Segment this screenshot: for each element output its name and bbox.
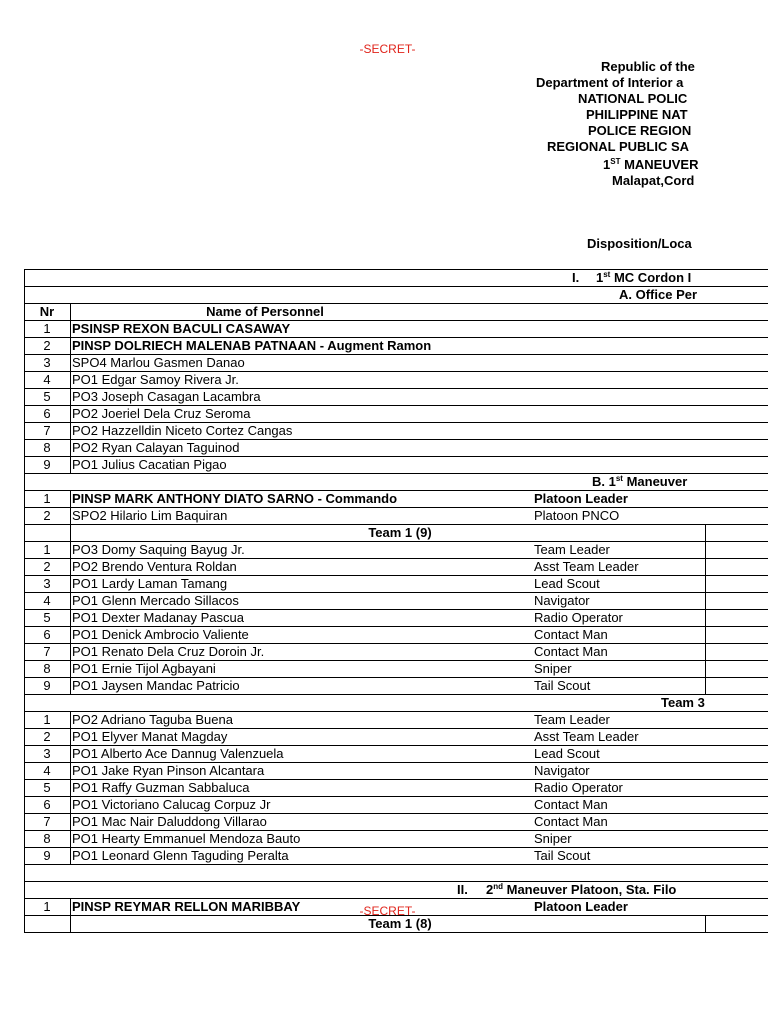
row-number: 2	[43, 508, 51, 523]
row-number: 6	[43, 797, 51, 812]
row-number: 4	[43, 763, 51, 778]
table-row	[24, 372, 784, 388]
table-column-rule	[70, 304, 71, 474]
table-row	[24, 644, 784, 660]
row-number: 1	[43, 491, 51, 506]
row-number: 2	[43, 729, 51, 744]
row-number: 3	[43, 746, 51, 761]
table-row	[24, 678, 784, 694]
table-row	[24, 661, 784, 677]
section-number: II.	[457, 882, 468, 897]
subsection-heading-a	[24, 287, 784, 303]
personnel-role: Contact Man	[534, 644, 608, 659]
header-line-4: PHILIPPINE NAT	[586, 107, 688, 122]
header-line-8: Malapat,Cord	[612, 173, 695, 188]
personnel-role: Tail Scout	[534, 848, 591, 863]
personnel-role: Radio Operator	[534, 610, 623, 625]
row-number: 3	[43, 576, 51, 591]
personnel-name: PO1 Raffy Guzman Sabbaluca	[72, 780, 250, 795]
table-row	[24, 593, 784, 609]
table-row	[24, 576, 784, 592]
row-number: 4	[43, 593, 51, 608]
row-number: 5	[43, 780, 51, 795]
table-row	[24, 457, 784, 473]
table-row	[24, 440, 784, 456]
section-number: I.	[572, 270, 580, 285]
row-number: 1	[43, 321, 51, 336]
personnel-role: Lead Scout	[534, 746, 600, 761]
row-number: 8	[43, 661, 51, 676]
personnel-name: PO2 Ryan Calayan Taguinod	[72, 440, 240, 455]
personnel-role: Navigator	[534, 593, 590, 608]
personnel-name: PO1 Jake Ryan Pinson Alcantara	[72, 763, 265, 778]
table-row	[24, 559, 784, 575]
personnel-name: PO1 Glenn Mercado Sillacos	[72, 593, 239, 608]
table-column-rule	[24, 269, 25, 933]
row-number: 2	[43, 559, 51, 574]
personnel-name: PINSP REYMAR RELLON MARIBBAY	[72, 899, 301, 914]
table-row	[24, 338, 784, 354]
personnel-name: PO1 Ernie Tijol Agbayani	[72, 661, 216, 676]
table-column-rule	[70, 712, 71, 865]
personnel-name: PO2 Adriano Taguba Buena	[72, 712, 233, 727]
secret-marking-top: -SECRET-	[359, 42, 416, 56]
personnel-name: PINSP MARK ANTHONY DIATO SARNO - Commando	[72, 491, 398, 506]
row-number: 1	[43, 542, 51, 557]
table-row	[24, 610, 784, 626]
personnel-role: Team Leader	[534, 542, 610, 557]
personnel-name: SPO2 Hilario Lim Baquiran	[72, 508, 228, 523]
table-row	[24, 814, 784, 830]
personnel-role: Platoon Leader	[534, 491, 628, 506]
table-row	[24, 627, 784, 643]
row-number: 6	[43, 627, 51, 642]
row-number: 5	[43, 610, 51, 625]
table-row	[24, 780, 784, 796]
table-row	[24, 321, 784, 337]
secret-marking-bottom: -SECRET-	[359, 904, 416, 918]
column-header-name: Name of Personnel	[206, 304, 324, 319]
personnel-name: PO1 Dexter Madanay Pascua	[72, 610, 244, 625]
table-row	[24, 491, 784, 507]
personnel-name: PO1 Denick Ambrocio Valiente	[72, 627, 249, 642]
table-row	[24, 508, 784, 524]
personnel-name: PO1 Elyver Manat Magday	[72, 729, 228, 744]
column-header-row	[24, 304, 784, 320]
personnel-name: PINSP DOLRIECH MALENAB PATNAAN - Augment Ramon	[72, 338, 432, 353]
personnel-name: PO2 Hazzelldin Niceto Cortez Cangas	[72, 423, 293, 438]
header-line-7: 1ST MANEUVER	[603, 157, 699, 172]
row-number: 7	[43, 423, 51, 438]
personnel-name: PO3 Joseph Casagan Lacambra	[72, 389, 261, 404]
personnel-name: PO2 Joeriel Dela Cruz Seroma	[72, 406, 251, 421]
personnel-role: Sniper	[534, 831, 572, 846]
section-heading-text: B. 1st Maneuver	[592, 474, 688, 489]
personnel-name: PSINSP REXON BACULI CASAWAY	[72, 321, 291, 336]
table-row	[24, 763, 784, 779]
personnel-name: PO1 Alberto Ace Dannug Valenzuela	[72, 746, 284, 761]
personnel-role: Radio Operator	[534, 780, 623, 795]
personnel-role: Contact Man	[534, 627, 608, 642]
row-number: 6	[43, 406, 51, 421]
header-line-3: NATIONAL POLIC	[578, 91, 688, 106]
personnel-name: PO1 Julius Cacatian Pigao	[72, 457, 227, 472]
header-line-2: Department of Interior a	[536, 75, 684, 90]
row-number: 1	[43, 712, 51, 727]
row-number: 3	[43, 355, 51, 370]
personnel-name: PO1 Edgar Samoy Rivera Jr.	[72, 372, 239, 387]
header-line-5: POLICE REGION	[588, 123, 692, 138]
table-row	[24, 389, 784, 405]
team-heading	[24, 525, 784, 541]
table-rule	[24, 864, 768, 865]
table-row	[24, 423, 784, 439]
header-line-6: REGIONAL PUBLIC SA	[547, 139, 690, 154]
row-number: 9	[43, 457, 51, 472]
team-heading	[24, 695, 784, 711]
personnel-role: Platoon Leader	[534, 899, 628, 914]
row-number: 7	[43, 644, 51, 659]
team-1-label: Team 1 (9)	[368, 525, 432, 540]
table-column-rule	[705, 525, 706, 695]
section-heading-text: 2nd Maneuver Platoon, Sta. Filo	[486, 882, 677, 897]
table-row	[24, 746, 784, 762]
subsection-heading-b	[24, 474, 784, 490]
table-row	[24, 712, 784, 728]
personnel-role: Platoon PNCO	[534, 508, 620, 523]
table-row	[24, 729, 784, 745]
personnel-role: Tail Scout	[534, 678, 591, 693]
table-row	[24, 355, 784, 371]
row-number: 4	[43, 372, 51, 387]
personnel-name: PO1 Renato Dela Cruz Doroin Jr.	[72, 644, 265, 659]
personnel-name: PO2 Brendo Ventura Roldan	[72, 559, 237, 574]
section-heading-text: 1st MC Cordon I	[596, 270, 692, 285]
section-heading-1	[24, 270, 784, 286]
personnel-role: Contact Man	[534, 797, 608, 812]
section-heading-2	[24, 882, 784, 898]
personnel-role: Navigator	[534, 763, 590, 778]
row-number: 2	[43, 338, 51, 353]
table-rule	[24, 932, 768, 933]
table-row	[24, 831, 784, 847]
table-row	[24, 406, 784, 422]
personnel-role: Sniper	[534, 661, 572, 676]
row-number: 8	[43, 440, 51, 455]
personnel-role: Lead Scout	[534, 576, 600, 591]
personnel-name: PO1 Hearty Emmanuel Mendoza Bauto	[72, 831, 301, 846]
row-number: 7	[43, 814, 51, 829]
personnel-name: PO1 Lardy Laman Tamang	[72, 576, 228, 591]
personnel-name: SPO4 Marlou Gasmen Danao	[72, 355, 245, 370]
disposition-title: Disposition/Loca	[587, 236, 692, 251]
table-row	[24, 542, 784, 558]
row-number: 1	[43, 899, 51, 914]
team-1-label: Team 1 (8)	[368, 916, 432, 931]
header-line-1: Republic of the	[601, 59, 695, 74]
team-3-label: Team 3	[661, 695, 705, 710]
row-number: 8	[43, 831, 51, 846]
table-column-rule	[70, 491, 71, 695]
column-header-nr: Nr	[39, 304, 55, 319]
personnel-role: Contact Man	[534, 814, 608, 829]
row-number: 5	[43, 389, 51, 404]
subsection-label: A. Office Per	[619, 287, 698, 302]
team-heading	[24, 916, 784, 932]
table-row	[24, 848, 784, 864]
table-row	[24, 797, 784, 813]
personnel-name: PO3 Domy Saquing Bayug Jr.	[72, 542, 245, 557]
personnel-name: PO1 Leonard Glenn Taguding Peralta	[72, 848, 289, 863]
personnel-role: Asst Team Leader	[534, 559, 639, 574]
row-number: 9	[43, 848, 51, 863]
personnel-role: Team Leader	[534, 712, 610, 727]
personnel-name: PO1 Mac Nair Daluddong Villarao	[72, 814, 267, 829]
personnel-name: PO1 Jaysen Mandac Patricio	[72, 678, 240, 693]
row-number: 9	[43, 678, 51, 693]
personnel-role: Asst Team Leader	[534, 729, 639, 744]
document-header	[0, 57, 768, 197]
personnel-name: PO1 Victoriano Calucag Corpuz Jr	[72, 797, 271, 812]
